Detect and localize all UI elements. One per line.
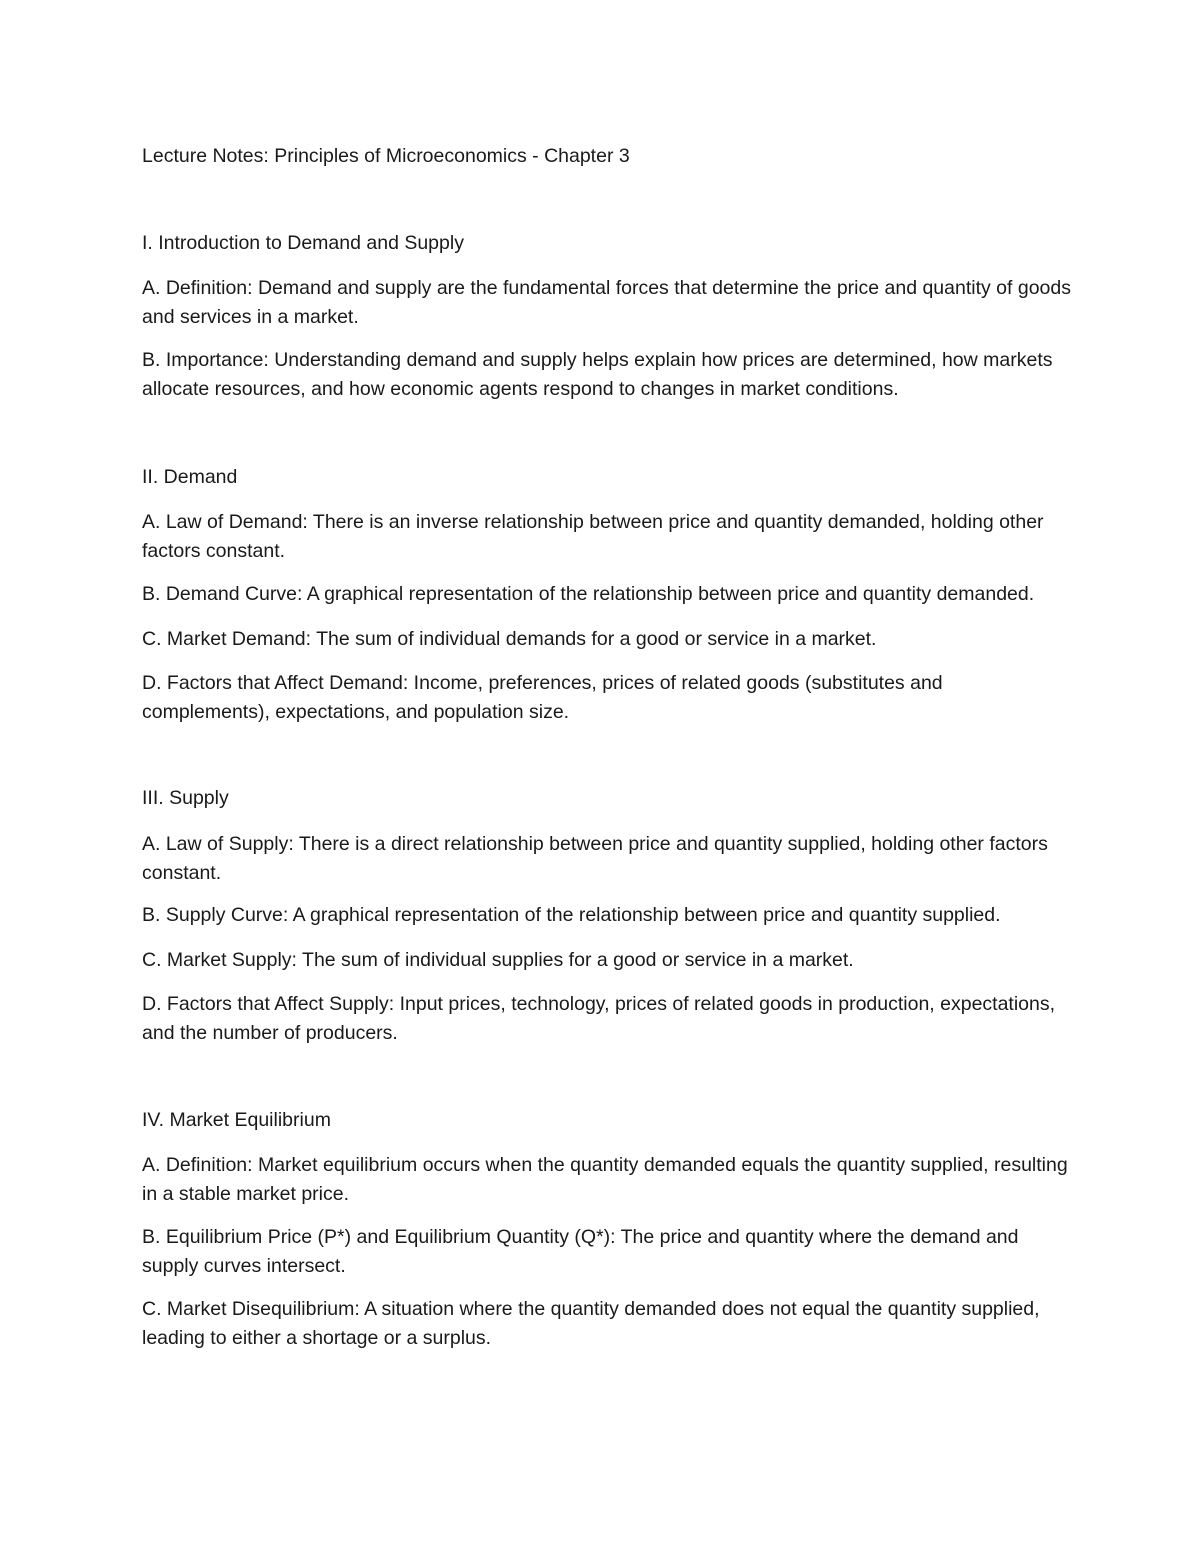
section-1-item-a: A. Definition: Demand and supply are the fundamental forces that determine the price and quantity of goods and services in a market. — [142, 277, 1071, 328]
section-2-item-a: A. Law of Demand: There is an inverse relationship between price and quantity demanded, holding other factors constant. — [142, 511, 1044, 562]
document-title: Lecture Notes: Principles of Microeconomics - Chapter 3 — [142, 145, 630, 167]
section-3-item-b: B. Supply Curve: A graphical representation of the relationship between price and quantity supplied. — [142, 904, 1001, 926]
section-heading-introduction: I. Introduction to Demand and Supply — [142, 232, 464, 254]
section-4-item-c: C. Market Disequilibrium: A situation where the quantity demanded does not equal the quantity supplied, leading to either a shortage or a surplus. — [142, 1298, 1040, 1349]
section-3-item-c: C. Market Supply: The sum of individual supplies for a good or service in a market. — [142, 949, 854, 971]
section-4-item-b: B. Equilibrium Price (P*) and Equilibrium Quantity (Q*): The price and quantity where the demand and supply curves intersect. — [142, 1226, 1019, 1277]
section-3-item-a: A. Law of Supply: There is a direct relationship between price and quantity supplied, holding other factors constant. — [142, 833, 1048, 884]
section-1-item-b: B. Importance: Understanding demand and supply helps explain how prices are determined, how markets allocate resources, and how economic agents respond to changes in market conditions. — [142, 349, 1053, 400]
section-2-item-d: D. Factors that Affect Demand: Income, preferences, prices of related goods (substitutes and complements), expectations, and population size. — [142, 672, 943, 723]
section-2-item-b: B. Demand Curve: A graphical representation of the relationship between price and quantity demanded. — [142, 583, 1035, 605]
section-4-item-a: A. Definition: Market equilibrium occurs when the quantity demanded equals the quantity supplied, resulting in a stable market price. — [142, 1154, 1068, 1205]
section-heading-supply: III. Supply — [142, 787, 229, 809]
section-heading-demand: II. Demand — [142, 466, 238, 488]
section-3-item-d: D. Factors that Affect Supply: Input prices, technology, prices of related goods in production, expectations, and the number of producers. — [142, 993, 1056, 1044]
section-2-item-c: C. Market Demand: The sum of individual demands for a good or service in a market. — [142, 628, 877, 650]
section-heading-market-equilibrium: IV. Market Equilibrium — [142, 1109, 331, 1131]
